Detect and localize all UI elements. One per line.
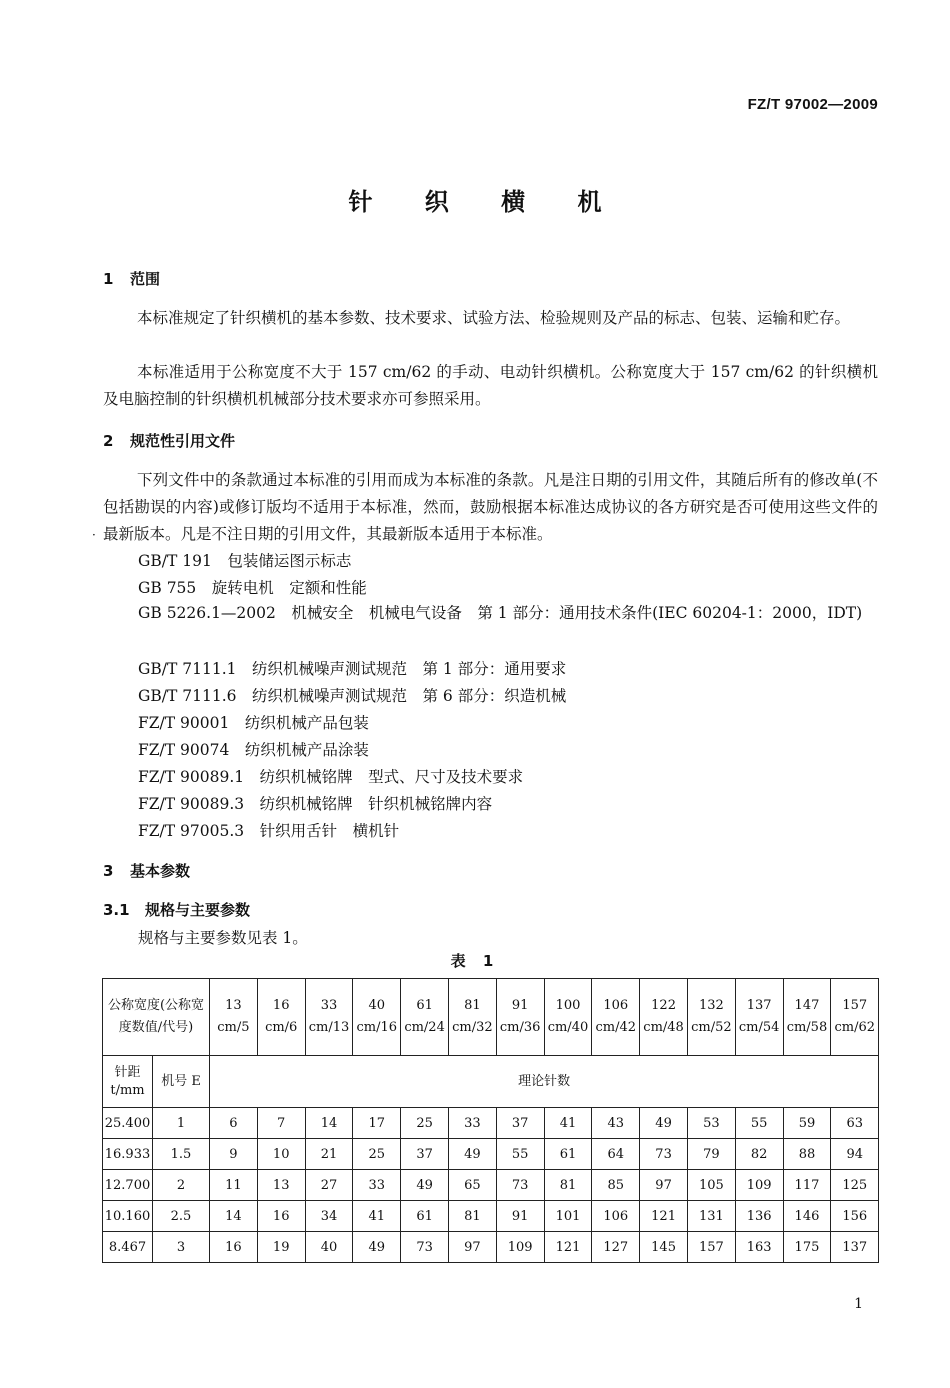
needle-count-cell: 61 — [544, 1139, 592, 1170]
needle-count-cell: 88 — [783, 1139, 831, 1170]
needle-count-cell: 16 — [210, 1232, 258, 1263]
section-title: 规范性引用文件 — [130, 432, 236, 450]
table-row — [103, 1170, 879, 1201]
needle-count-cell: 146 — [783, 1201, 831, 1232]
reference-item: FZ/T 90089.1 纺织机械铭牌 型式、尺寸及技术要求 — [138, 768, 524, 786]
needle-count-cell: 97 — [640, 1170, 688, 1201]
needle-count-cell: 11 — [210, 1170, 258, 1201]
reference-item: FZ/T 97005.3 针织用舌针 横机针 — [138, 822, 400, 840]
needle-count-cell: 65 — [448, 1170, 496, 1201]
width-column-header: 147 cm/58 — [783, 979, 831, 1056]
needle-count-cell: 49 — [448, 1139, 496, 1170]
needle-count-cell: 85 — [592, 1170, 640, 1201]
table-caption: 表 1 — [450, 952, 500, 970]
width-column-header: 40 cm/16 — [353, 979, 401, 1056]
needle-count-cell: 145 — [640, 1232, 688, 1263]
margin-mark: · — [92, 528, 96, 542]
needle-count-cell: 10 — [257, 1139, 305, 1170]
width-column-header: 33 cm/13 — [305, 979, 353, 1056]
needle-count-cell: 41 — [353, 1201, 401, 1232]
section-title: 范围 — [130, 270, 161, 288]
pitch-cell: 16.933 — [103, 1139, 153, 1170]
page-number: 1 — [854, 1296, 863, 1312]
needle-count-cell: 73 — [496, 1170, 544, 1201]
width-column-header: 137 cm/54 — [735, 979, 783, 1056]
needle-count-cell: 157 — [687, 1232, 735, 1263]
needle-count-cell: 49 — [640, 1108, 688, 1139]
reference-item: FZ/T 90001 纺织机械产品包装 — [138, 714, 369, 732]
needle-count-cell: 105 — [687, 1170, 735, 1201]
needle-count-cell: 55 — [735, 1108, 783, 1139]
needle-count-cell: 9 — [210, 1139, 258, 1170]
needle-count-cell: 81 — [448, 1201, 496, 1232]
reference-item: GB/T 191 包装储运图示标志 — [138, 552, 352, 570]
needle-count-cell: 64 — [592, 1139, 640, 1170]
width-header-cell: 公称宽度(公称宽度数值/代号) — [103, 979, 210, 1056]
needle-count-cell: 33 — [353, 1170, 401, 1201]
needle-count-cell: 127 — [592, 1232, 640, 1263]
table-subheader-row — [103, 1056, 879, 1108]
section-number: 1 — [103, 270, 114, 288]
section-2-heading — [103, 430, 235, 451]
needle-count-cell: 94 — [831, 1139, 879, 1170]
needle-count-cell: 27 — [305, 1170, 353, 1201]
needle-count-cell: 55 — [496, 1139, 544, 1170]
needle-count-cell: 79 — [687, 1139, 735, 1170]
gauge-cell: 3 — [153, 1232, 210, 1263]
needle-count-cell: 125 — [831, 1170, 879, 1201]
pitch-cell: 8.467 — [103, 1232, 153, 1263]
needle-count-cell: 121 — [544, 1232, 592, 1263]
gauge-cell: 2.5 — [153, 1201, 210, 1232]
needle-count-group-header: 理论针数 — [210, 1056, 879, 1108]
needle-count-cell: 73 — [640, 1139, 688, 1170]
needle-count-cell: 17 — [353, 1108, 401, 1139]
needle-count-cell: 59 — [783, 1108, 831, 1139]
needle-count-cell: 101 — [544, 1201, 592, 1232]
gauge-header-cell: 机号 E — [153, 1056, 210, 1108]
needle-count-cell: 131 — [687, 1201, 735, 1232]
needle-count-cell: 25 — [353, 1139, 401, 1170]
width-column-header: 132 cm/52 — [687, 979, 735, 1056]
needle-count-cell: 41 — [544, 1108, 592, 1139]
width-column-header: 81 cm/32 — [448, 979, 496, 1056]
needle-count-cell: 37 — [401, 1139, 449, 1170]
gauge-cell: 1.5 — [153, 1139, 210, 1170]
section-number: 3 — [103, 862, 114, 880]
section-1-paragraph-1: 本标准规定了针织横机的基本参数、技术要求、试验方法、检验规则及产品的标志、包装、运输和贮存。 — [137, 309, 851, 327]
needle-count-cell: 136 — [735, 1201, 783, 1232]
needle-count-cell: 16 — [257, 1201, 305, 1232]
needle-count-cell: 109 — [496, 1232, 544, 1263]
reference-item: FZ/T 90089.3 纺织机械铭牌 针织机械铭牌内容 — [138, 795, 493, 813]
reference-item: GB/T 7111.1 纺织机械噪声测试规范 第 1 部分：通用要求 — [138, 660, 567, 678]
width-column-header: 100 cm/40 — [544, 979, 592, 1056]
needle-count-cell: 37 — [496, 1108, 544, 1139]
needle-count-cell: 137 — [831, 1232, 879, 1263]
reference-item: GB/T 7111.6 纺织机械噪声测试规范 第 6 部分：织造机械 — [138, 687, 567, 705]
subsection-number: 3.1 — [103, 901, 130, 919]
needle-count-cell: 106 — [592, 1201, 640, 1232]
subsection-3-1-heading — [103, 899, 250, 920]
section-2-paragraph: 下列文件中的条款通过本标准的引用而成为本标准的条款。凡是注日期的引用文件，其随后所有的修改单(不包括勘误的内容)或修订版均不适用于本标准，然而，鼓励根据本标准达成协议的各方研究是否可使用这些文件的最新版本。凡是不注日期的引用文件，其最新版本适用于本标准。 — [103, 471, 878, 543]
needle-count-cell: 156 — [831, 1201, 879, 1232]
needle-count-cell: 34 — [305, 1201, 353, 1232]
width-column-header: 16 cm/6 — [257, 979, 305, 1056]
needle-count-cell: 40 — [305, 1232, 353, 1263]
needle-count-cell: 49 — [401, 1170, 449, 1201]
reference-item: FZ/T 90074 纺织机械产品涂装 — [138, 741, 369, 759]
needle-count-cell: 163 — [735, 1232, 783, 1263]
needle-count-cell: 117 — [783, 1170, 831, 1201]
needle-count-cell: 43 — [592, 1108, 640, 1139]
parameters-table — [102, 978, 879, 1263]
pitch-cell: 10.160 — [103, 1201, 153, 1232]
pitch-cell: 12.700 — [103, 1170, 153, 1201]
needle-count-cell: 49 — [353, 1232, 401, 1263]
needle-count-cell: 63 — [831, 1108, 879, 1139]
needle-count-cell: 14 — [305, 1108, 353, 1139]
needle-count-cell: 82 — [735, 1139, 783, 1170]
reference-item: GB 5226.1—2002 机械安全 机械电气设备 第 1 部分：通用技术条件(IEC 60204-1：2000，IDT) — [138, 604, 863, 622]
gauge-cell: 2 — [153, 1170, 210, 1201]
needle-count-cell: 97 — [448, 1232, 496, 1263]
table-row — [103, 1139, 879, 1170]
table-row — [103, 1108, 879, 1139]
needle-count-cell: 73 — [401, 1232, 449, 1263]
gauge-cell: 1 — [153, 1108, 210, 1139]
needle-count-cell: 91 — [496, 1201, 544, 1232]
document-title: 针 织 横 机 — [348, 188, 624, 216]
needle-count-cell: 175 — [783, 1232, 831, 1263]
width-column-header: 122 cm/48 — [640, 979, 688, 1056]
reference-item: GB 755 旋转电机 定额和性能 — [138, 579, 367, 597]
needle-count-cell: 121 — [640, 1201, 688, 1232]
needle-count-cell: 14 — [210, 1201, 258, 1232]
pitch-cell: 25.400 — [103, 1108, 153, 1139]
table-header-row — [103, 979, 879, 1056]
width-column-header: 61 cm/24 — [401, 979, 449, 1056]
needle-count-cell: 109 — [735, 1170, 783, 1201]
table-row — [103, 1232, 879, 1263]
section-1-heading — [103, 268, 160, 289]
needle-count-cell: 33 — [448, 1108, 496, 1139]
needle-count-cell: 7 — [257, 1108, 305, 1139]
width-column-header: 13 cm/5 — [210, 979, 258, 1056]
width-column-header: 157 cm/62 — [831, 979, 879, 1056]
needle-count-cell: 19 — [257, 1232, 305, 1263]
table-row — [103, 1201, 879, 1232]
section-1-paragraph-2: 本标准适用于公称宽度不大于 157 cm/62 的手动、电动针织横机。公称宽度大于 157 cm/62 的针织横机及电脑控制的针织横机机械部分技术要求亦可参照采用。 — [103, 363, 878, 408]
width-column-header: 106 cm/42 — [592, 979, 640, 1056]
needle-count-cell: 61 — [401, 1201, 449, 1232]
needle-count-cell: 53 — [687, 1108, 735, 1139]
width-column-header: 91 cm/36 — [496, 979, 544, 1056]
section-3-heading — [103, 860, 190, 881]
section-number: 2 — [103, 432, 114, 450]
subsection-3-1-paragraph: 规格与主要参数见表 1。 — [138, 929, 308, 947]
section-title: 基本参数 — [130, 862, 191, 880]
needle-count-cell: 81 — [544, 1170, 592, 1201]
needle-count-cell: 21 — [305, 1139, 353, 1170]
subsection-title: 规格与主要参数 — [145, 901, 251, 919]
needle-count-cell: 25 — [401, 1108, 449, 1139]
needle-count-cell: 6 — [210, 1108, 258, 1139]
pitch-header-cell: 针距 t/mm — [103, 1056, 153, 1108]
standard-code: FZ/T 97002—2009 — [747, 96, 878, 113]
needle-count-cell: 13 — [257, 1170, 305, 1201]
